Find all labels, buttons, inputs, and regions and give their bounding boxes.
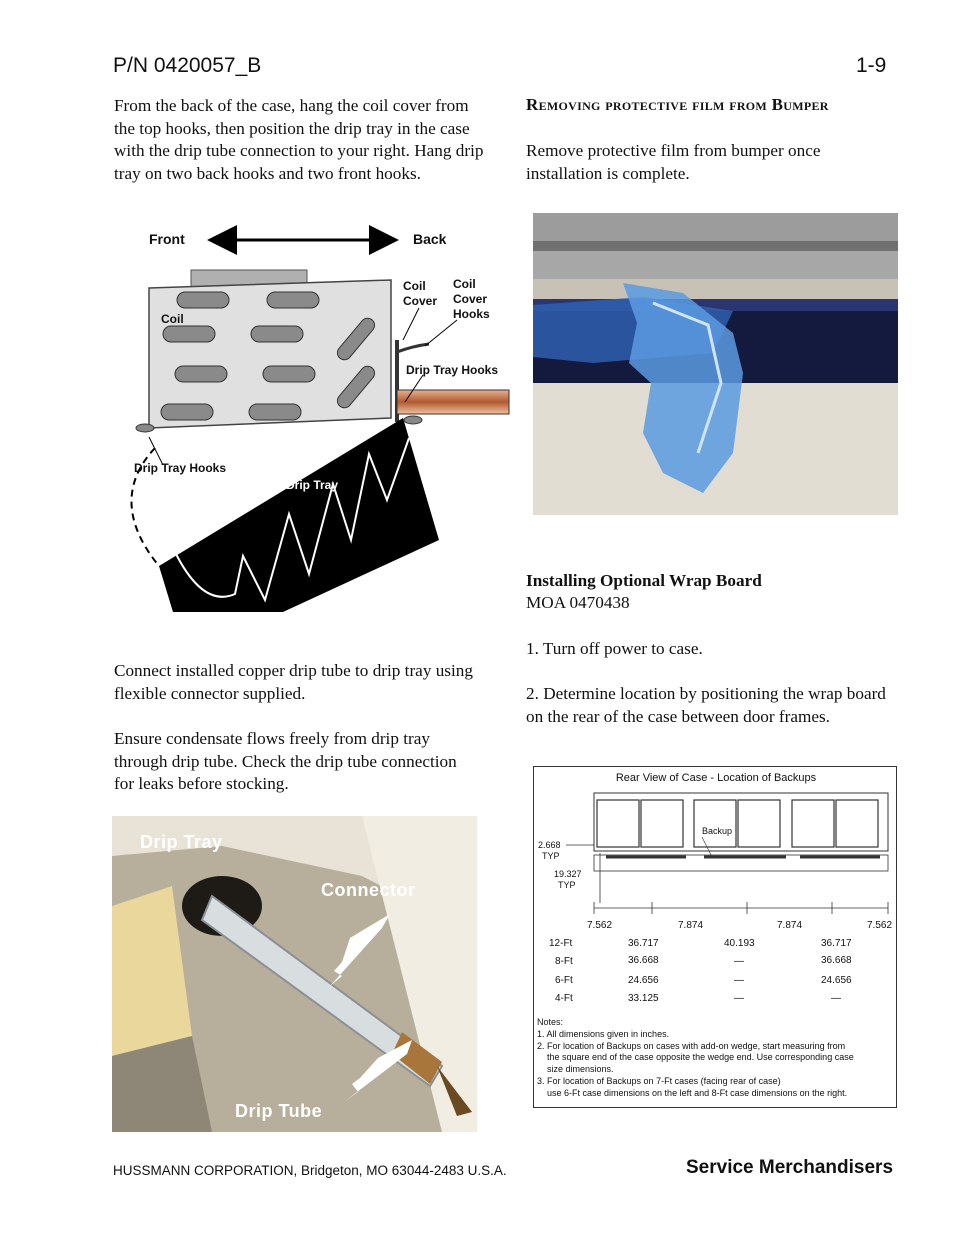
backups-title: Rear View of Case - Location of Backups	[615, 772, 817, 784]
bottom-dim-3: 7.874	[777, 920, 803, 931]
drip-tray-hooks-right-label: Drip Tray Hooks	[406, 363, 499, 377]
coil-cover-label: Coil Cover	[403, 279, 438, 308]
removing-film-heading: Removing protective film from Bumper	[526, 95, 829, 114]
wrap-board-moa: MOA 0470438	[526, 593, 630, 612]
step-1: 1. Turn off power to case.	[526, 639, 703, 658]
intro-paragraph: From the back of the case, hang the coil cover from the top hooks, then position the drip tray in the case with the drip tube connection to your right. Hang drip tray on two back hooks and two front hooks.	[114, 96, 484, 183]
bottom-dim-1: 7.562	[587, 920, 613, 931]
bumper-photo-svg	[533, 213, 898, 515]
coil-cover-hooks-label: Coil Cover Hooks	[453, 277, 490, 321]
bottom-dim-4: 7.562	[867, 920, 893, 931]
front-label: Front	[149, 231, 185, 247]
dim-2668-typ: TYP	[542, 851, 560, 861]
removing-film-body: Remove protective film from bumper once installation is complete.	[526, 141, 821, 183]
dim-19327: 19.327	[554, 869, 582, 879]
footer-section: Service Merchandisers	[686, 1157, 894, 1178]
photo-connector-label: Connector	[321, 880, 416, 900]
backups-drawing: Rear View of Case - Location of Backups Backup 2.668 TYP 19.327 TYP 7.562 7.874 7.874 7.562 12-Ft 36.717 40.193 36.717 8-Ft 36.668 — 36.668 6-Ft 24.656 — 24.656 4-Ft 33.125 — — Notes: 1. All dimensions given in inches. 2. For location of Backups on cases with add-on wedge, start measuring from the square end of the case opposite the wedge end. Use corresponding case size dimensions. 3. For location of Backups on 7-Ft cases (facing rear of case) use 6-Ft case dimensions on the left and 8-Ft case dimensions on the right.	[533, 766, 897, 1108]
coil-drip-tray-diagram	[113, 222, 513, 622]
photo-svg	[112, 816, 477, 1132]
photo-drip-tube-label: Drip Tube	[235, 1101, 323, 1121]
backups-notes: Notes: 1. All dimensions given in inches. 2. For location of Backups on cases with add-on wedge, start measuring from the square end of the case opposite the wedge end. Use corresponding case size dimensions. 3. For location of Backups on 7-Ft cases (facing rear of case) use 6-Ft case dimensions on the left and 8-Ft case dimensions on the right.	[537, 1017, 854, 1098]
drip-tray-label: Drip Tray	[286, 478, 339, 492]
backup-label: Backup	[702, 826, 733, 836]
drip-tube-photo	[112, 816, 477, 1132]
step-2: 2. Determine location by positioning the wrap board on the rear of the case between door frames.	[526, 684, 886, 726]
coil-label: Coil	[161, 312, 184, 326]
dim-2668: 2.668	[538, 840, 561, 850]
bottom-dim-2: 7.874	[678, 920, 704, 931]
part-number: P/N 0420057_B	[113, 54, 262, 77]
dim-19327-typ: TYP	[558, 880, 576, 890]
bumper-film-photo	[533, 213, 898, 515]
footer-company: HUSSMANN CORPORATION, Bridgeton, MO 63044-2483 U.S.A.	[113, 1163, 507, 1178]
photo-drip-tray-label: Drip Tray	[140, 832, 223, 852]
condensate-paragraph: Ensure condensate flows freely from drip tray through drip tube. Check the drip tube connection for leaks before stocking.	[114, 729, 457, 794]
wrap-board-heading: Installing Optional Wrap Board	[526, 571, 762, 590]
connect-paragraph: Connect installed copper drip tube to drip tray using flexible connector supplied.	[114, 661, 473, 703]
drip-tray-hooks-left-label: Drip Tray Hooks	[134, 461, 227, 475]
page-number: 1-9	[856, 54, 887, 77]
back-label: Back	[413, 231, 447, 247]
